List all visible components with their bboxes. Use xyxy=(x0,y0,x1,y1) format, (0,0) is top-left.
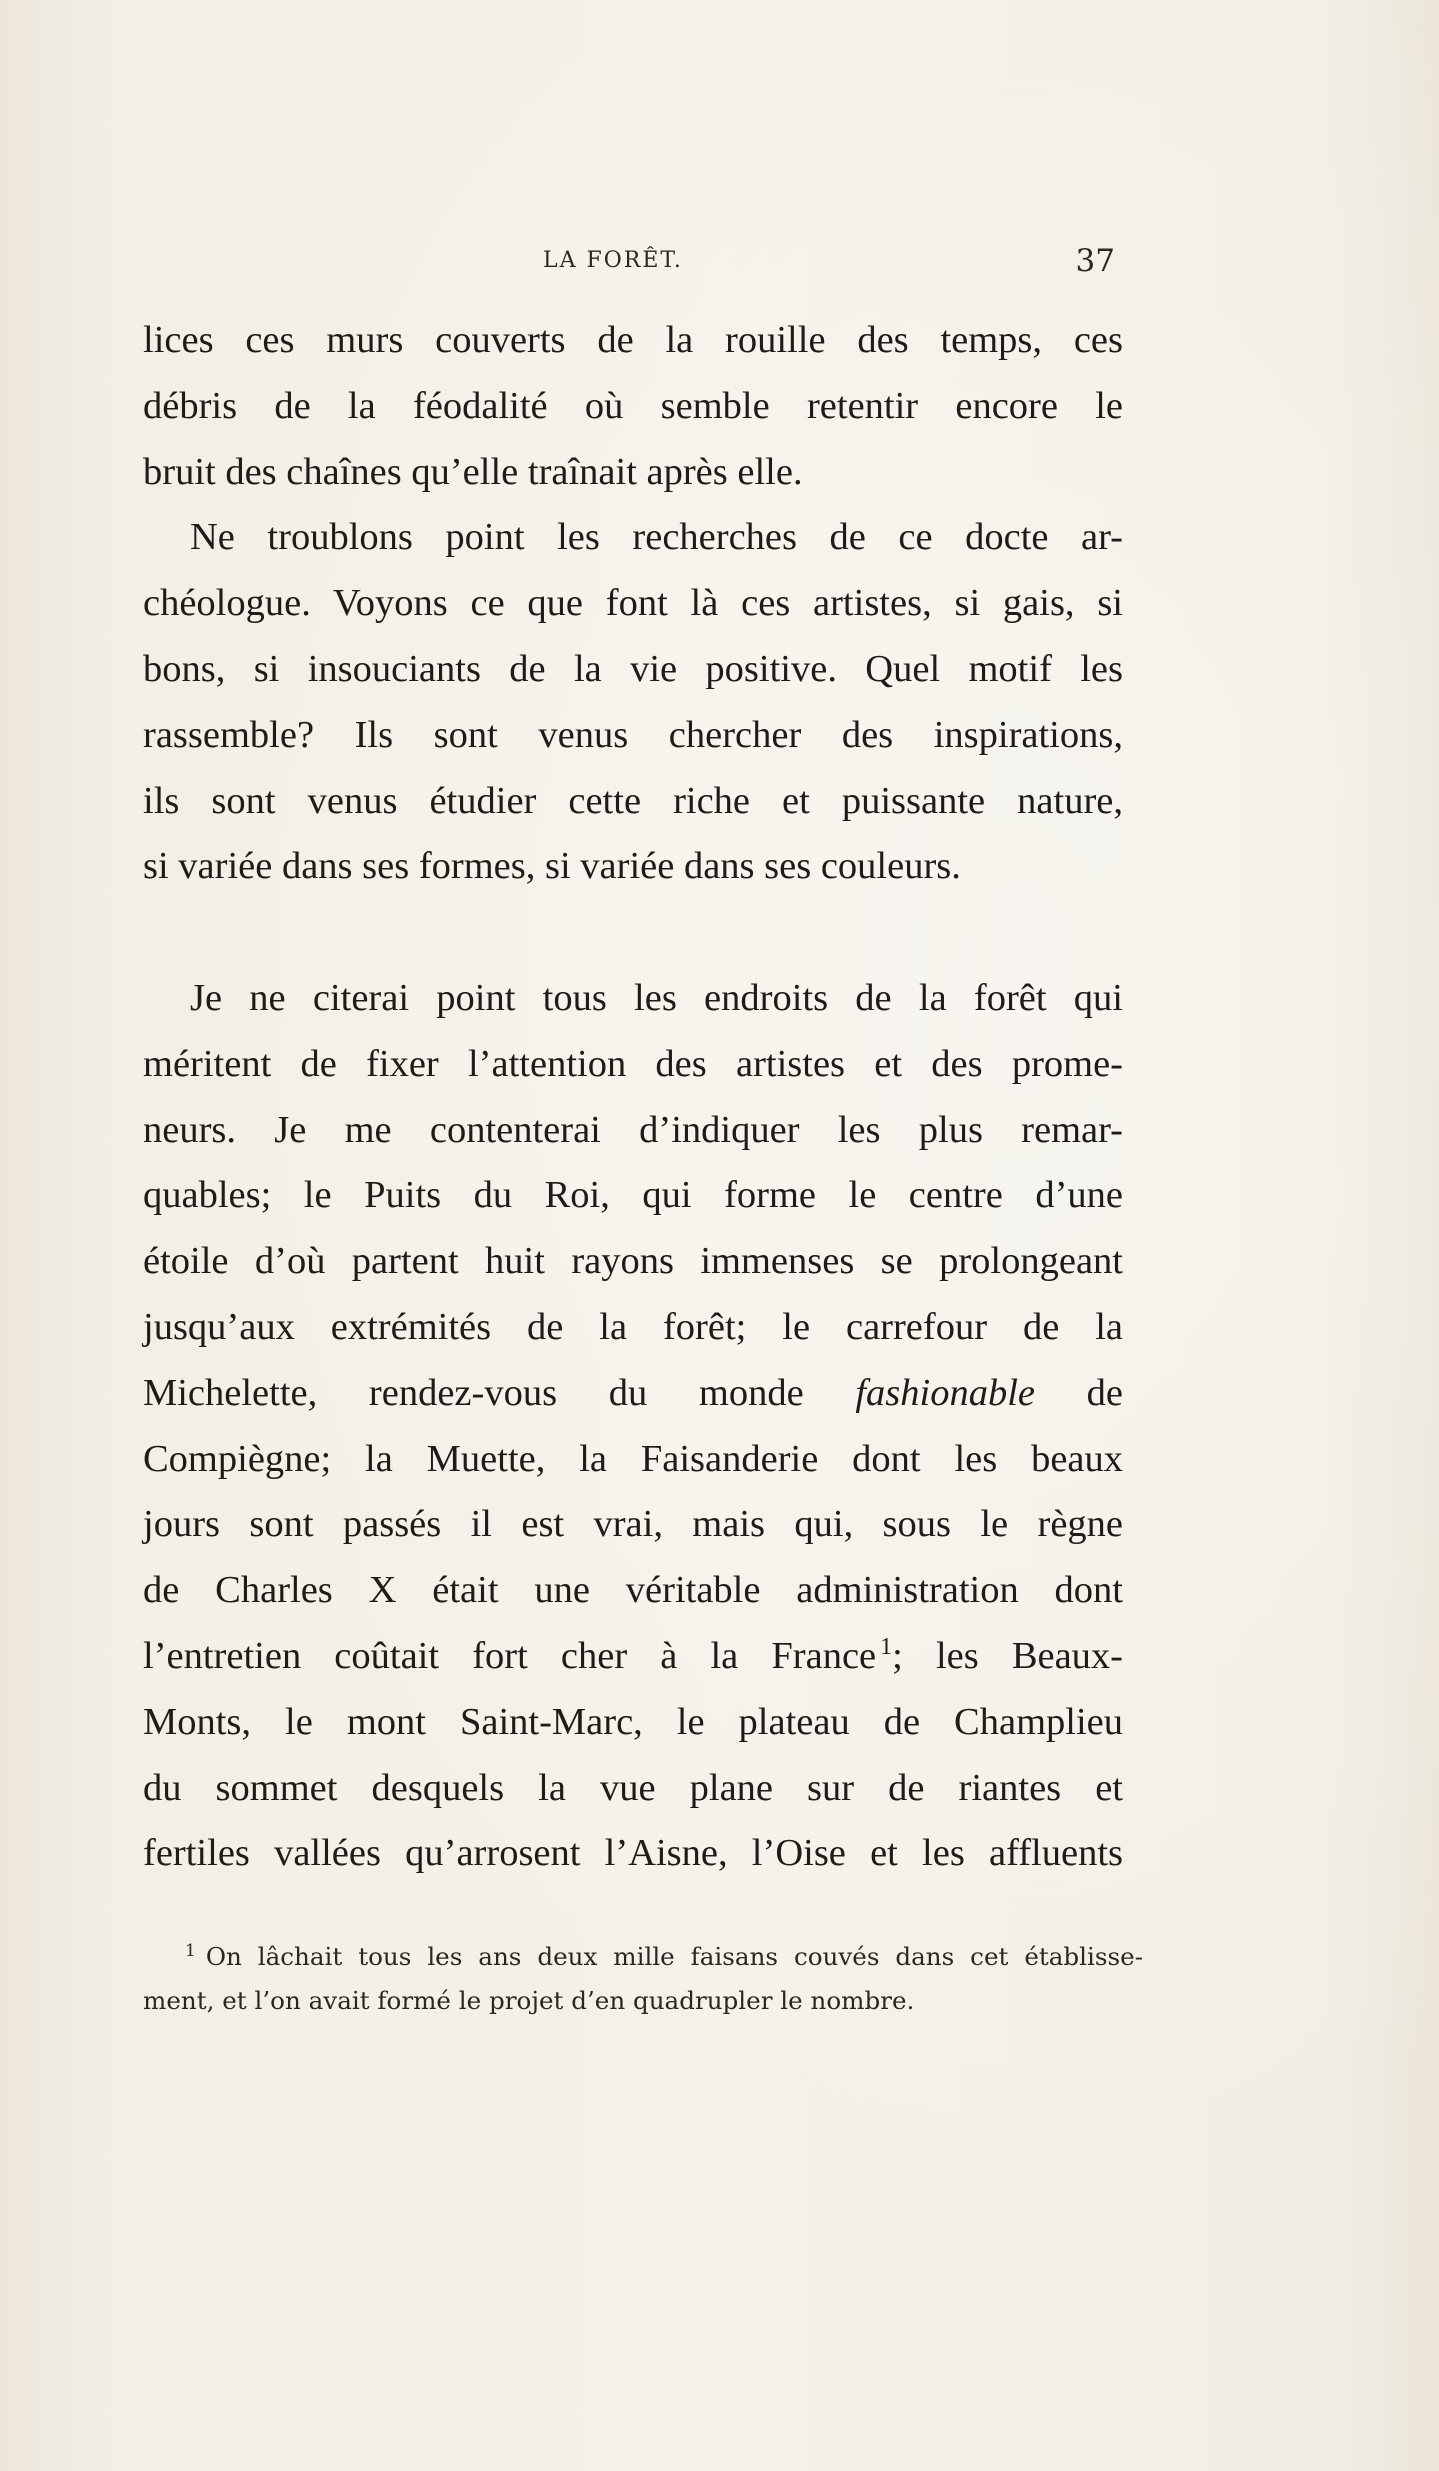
text-line-michelette xyxy=(143,1361,1123,1427)
text-line: bons, si insouciants de la vie positive. Quel motif les xyxy=(143,647,1123,690)
body-text xyxy=(143,308,1123,1887)
footnote-line xyxy=(143,1935,1143,1979)
footnote-text: On lâchait tous les ans deux mille faisans couvés dans cet établisse- xyxy=(205,1942,1143,1971)
footnote-marker: 1 xyxy=(185,1940,196,1961)
text-line: lices ces murs couverts de la rouille des temps, ces xyxy=(143,319,1123,361)
page-number: 37 xyxy=(1075,243,1115,279)
text-line-france xyxy=(143,1624,1123,1690)
text-fragment: l’entretien coûtait fort cher à la France xyxy=(143,1634,877,1677)
text-line: étoile d’où partent huit rayons immenses se prolongeant xyxy=(143,1240,1123,1283)
running-title: LA FORÊT. xyxy=(543,248,683,273)
text-line: fertiles vallées qu’arrosent l’Aisne, l’Oise et les affluents xyxy=(143,1832,1123,1875)
page-header xyxy=(143,243,1123,283)
text-line: Je ne citerai point tous les endroits de la forêt qui xyxy=(190,976,1123,1019)
text-line: méritent de fixer l’attention des artistes et des prome- xyxy=(143,1042,1123,1085)
text-line: ils sont venus étudier cette riche et puissante nature, xyxy=(143,779,1123,822)
text-line: Ne troublons point les recherches de ce docte ar- xyxy=(190,516,1123,559)
text-fragment: ; les Beaux- xyxy=(892,1634,1123,1677)
text-line: bruit des chaînes qu’elle traînait après elle. xyxy=(143,450,803,493)
text-fragment: de xyxy=(1035,1371,1124,1414)
text-line: jusqu’aux extrémités de la forêt; le carrefour de la xyxy=(143,1305,1123,1348)
text-line: si variée dans ses formes, si variée dans ses couleurs. xyxy=(143,845,961,888)
text-fragment: Michelette, rendez-vous du monde xyxy=(143,1371,856,1414)
italic-word: fashionable xyxy=(855,1371,1035,1414)
text-line: Monts, le mont Saint-Marc, le plateau de Champlieu xyxy=(143,1700,1123,1743)
text-line: chéologue. Voyons ce que font là ces artistes, si gais, si xyxy=(143,582,1123,625)
footnote-line: ment, et l’on avait formé le projet d’en quadrupler le nombre. xyxy=(143,1986,915,2015)
text-line: du sommet desquels la vue plane sur de riantes et xyxy=(143,1766,1123,1809)
text-line: jours sont passés il est vrai, mais qui, sous le règne xyxy=(143,1503,1123,1546)
text-line: quables; le Puits du Roi, qui forme le centre d’une xyxy=(143,1174,1123,1217)
text-line: de Charles X était une véritable administration dont xyxy=(143,1569,1123,1612)
text-line: débris de la féodalité où semble retentir encore le xyxy=(143,384,1123,427)
text-line: rassemble? Ils sont venus chercher des inspirations, xyxy=(143,713,1123,756)
text-line: neurs. Je me contenterai d’indiquer les plus remar- xyxy=(143,1108,1123,1151)
footnote xyxy=(143,1935,1143,2023)
footnote-reference: 1 xyxy=(880,1634,893,1661)
paragraph-gap xyxy=(143,900,1123,966)
text-line: Compiègne; la Muette, la Faisanderie dont les beaux xyxy=(143,1437,1123,1480)
